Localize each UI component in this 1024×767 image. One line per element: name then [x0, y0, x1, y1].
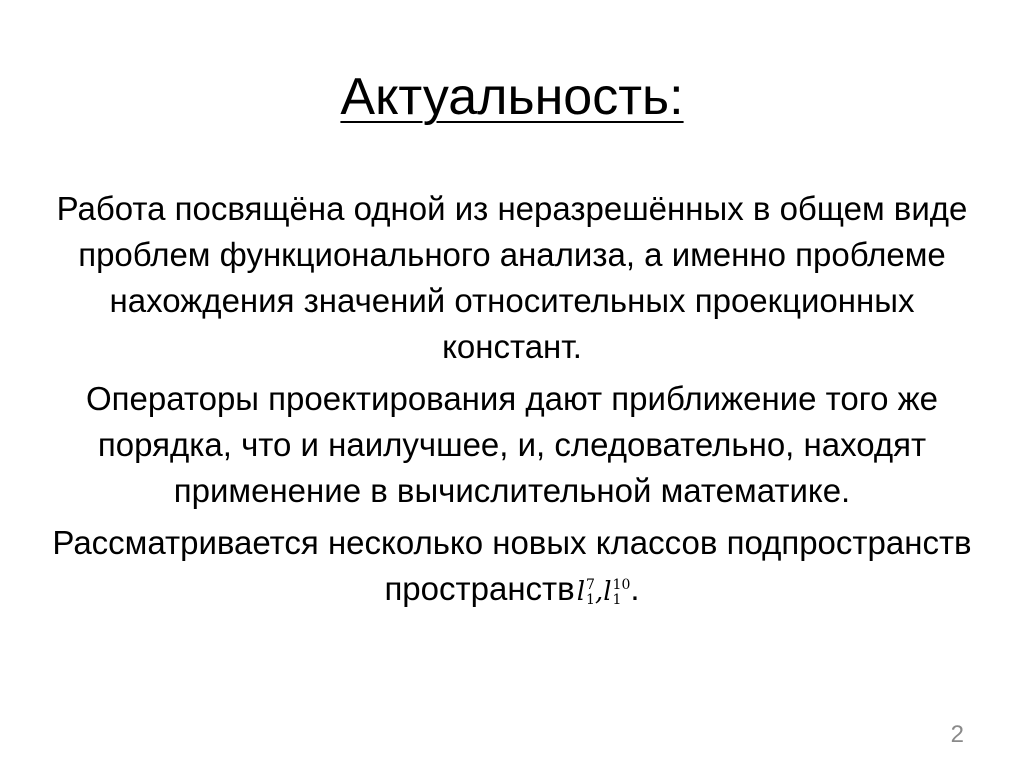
- formula-sub-1: 1: [586, 592, 595, 608]
- paragraph-3-end: .: [630, 570, 640, 607]
- slide-title: Актуальность:: [340, 68, 684, 126]
- formula-sup-1: 7: [586, 577, 595, 593]
- paragraph-1: Работа посвящёна одной из неразрешённых в общем виде проблем функционального анализа, а именно проблеме нахождения значений относительных проекционных констант.: [56, 190, 968, 365]
- space-formula: [577, 577, 631, 607]
- slide-number: 2: [950, 721, 964, 748]
- slide-body: [40, 186, 984, 621]
- formula-separator: ,: [594, 577, 604, 607]
- formula-base-1: l: [576, 577, 586, 607]
- paragraph-3: [40, 520, 984, 615]
- paragraph-2: Операторы проектирования дают приближение того же порядка, что и наилучшее, и, следовательно, находят применение в вычислительной математике.: [85, 380, 939, 509]
- formula-sub-2: 1: [612, 592, 622, 608]
- formula-sup-2: 10: [612, 577, 631, 593]
- formula-base-2: l: [603, 577, 612, 607]
- paragraph-3-text: Рассматривается несколько новых классов подпространств пространств: [52, 524, 972, 607]
